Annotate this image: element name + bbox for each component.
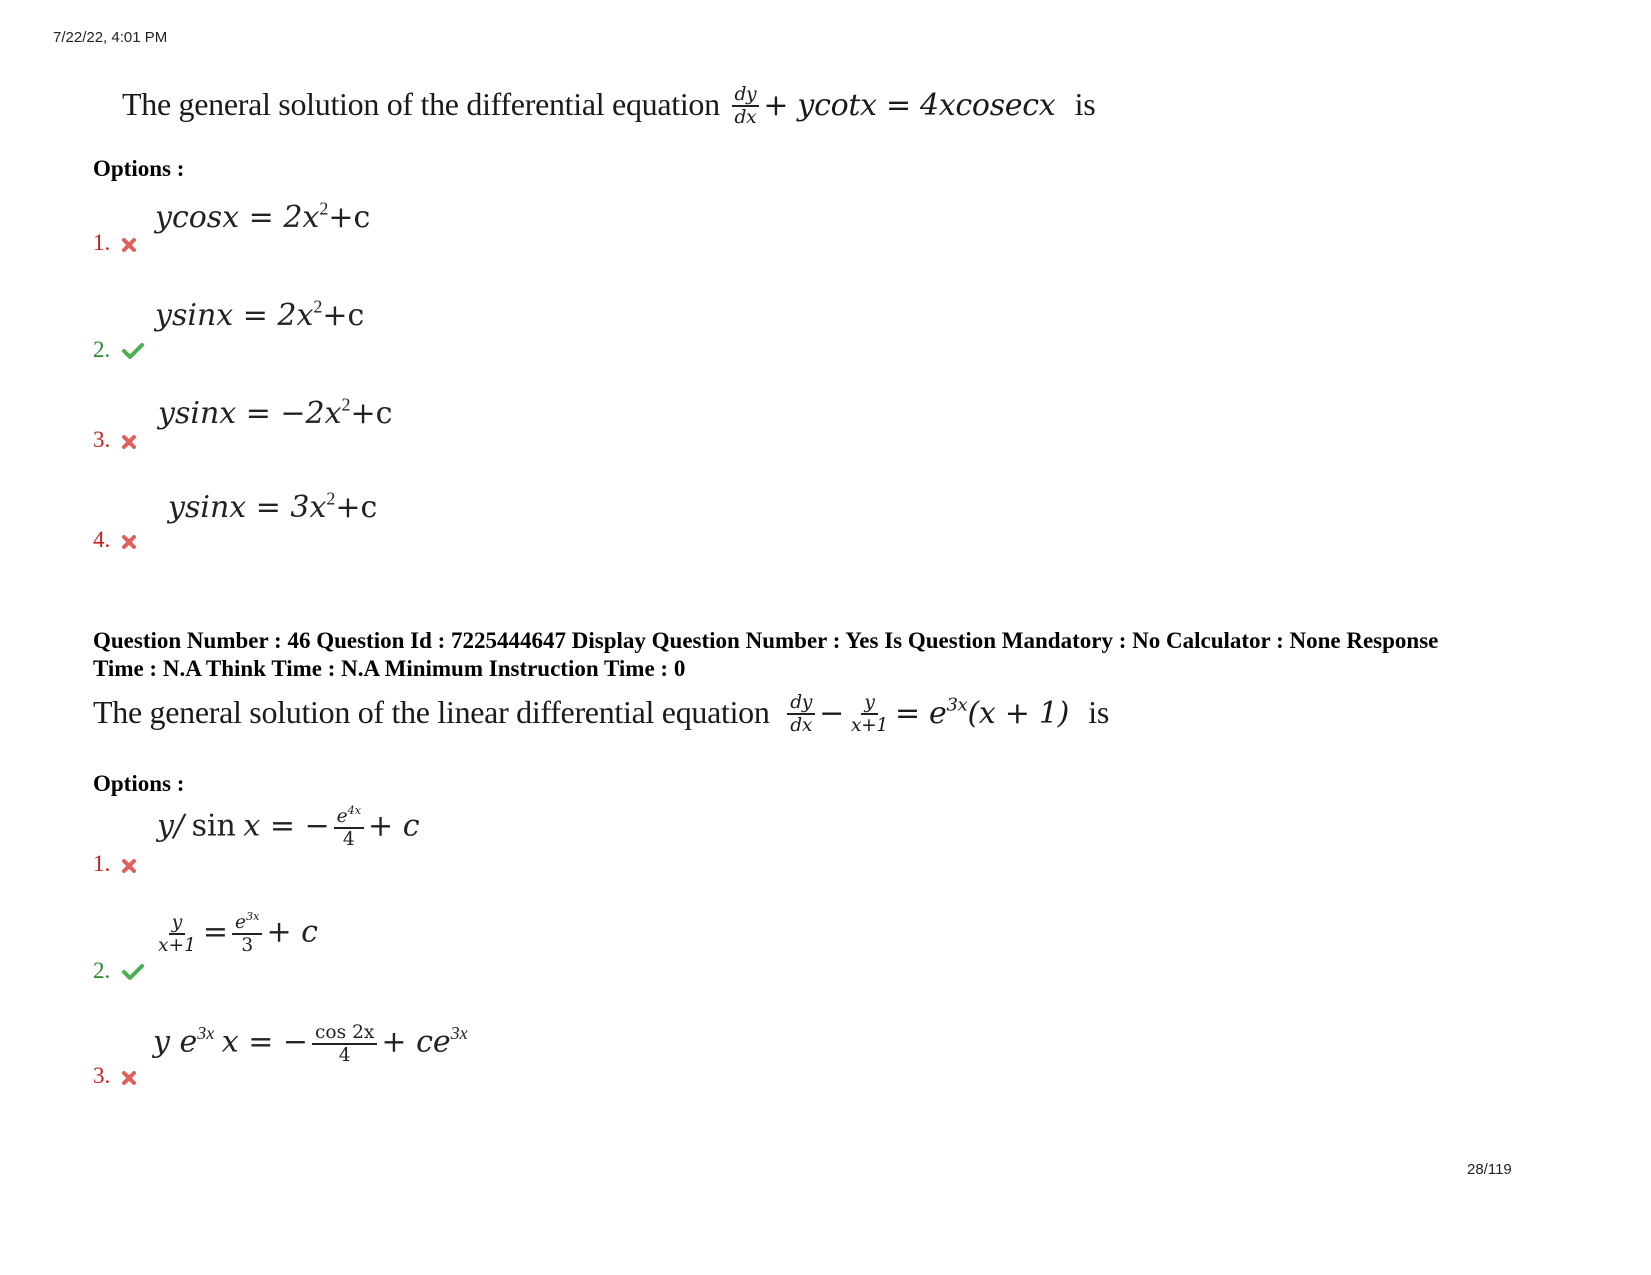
option-1-lhs: ycosx = 2x	[155, 200, 320, 235]
question-45-stem-text: The general solution of the differential equation	[122, 85, 720, 122]
option-1-part-b: sin	[191, 808, 236, 844]
cross-icon	[122, 232, 136, 258]
exponent: 4x	[347, 804, 362, 818]
question-45-stem	[122, 84, 1095, 130]
fraction-denominator: dx	[734, 107, 757, 129]
fraction-denominator: 3	[241, 935, 254, 957]
option-3-answer	[153, 1022, 468, 1068]
options-label: Options :	[93, 771, 185, 796]
cross-icon	[122, 1065, 136, 1091]
option-number	[93, 851, 136, 879]
option-1-answer	[157, 806, 420, 852]
fraction-denominator: x+1	[850, 715, 888, 737]
option-1-part-a: y/	[157, 808, 185, 844]
option-3-part-a: y e	[153, 1024, 198, 1060]
option-2-answer	[155, 298, 364, 333]
option-number	[93, 427, 136, 455]
option-3-number: 3.	[93, 427, 111, 452]
question-46-meta-line-2: Time : N.A Think Time : N.A Minimum Instruction Time : 0	[93, 656, 686, 681]
option-3-tail: +c	[350, 396, 393, 431]
fraction-denominator: 4	[338, 1045, 351, 1067]
option-2-exponent: 2	[313, 296, 323, 317]
fraction-numerator: e	[235, 912, 247, 933]
option-1-exponent: 2	[319, 198, 329, 219]
question-46-stem	[93, 692, 1109, 738]
option-1-answer	[155, 200, 370, 235]
question-46-meta-line-1: Question Number : 46 Question Id : 7225444647 Display Question Number : Yes Is Question Mandatory : No Calculator : None Response	[93, 628, 1439, 653]
fraction-numerator: cos 2x	[312, 1022, 377, 1045]
option-3-number: 3.	[93, 1063, 111, 1088]
equation-rest: + ycotx = 4xcosecx	[763, 87, 1056, 123]
question-46-equation	[783, 692, 1078, 737]
fraction-numerator: dy	[787, 692, 815, 715]
fraction-numerator: dy	[732, 84, 760, 107]
option-2-answer	[151, 912, 318, 958]
fraction-numerator: y	[169, 912, 186, 935]
cross-icon	[122, 853, 136, 879]
option-2-number: 2.	[93, 337, 111, 362]
exponent: 3x	[246, 910, 260, 924]
check-icon	[122, 339, 144, 365]
option-4-exponent: 2	[326, 488, 336, 509]
option-1-tail: +c	[328, 200, 371, 235]
option-2-tail: + c	[266, 914, 318, 950]
question-46-meta	[93, 627, 1593, 683]
question-46-stem-text: The general solution of the linear differential equation	[93, 693, 770, 730]
option-2-lhs: ysinx = 2x	[155, 298, 314, 333]
option-number	[93, 1063, 136, 1091]
cross-icon	[122, 429, 136, 455]
option-3-part-b: x = −	[221, 1024, 309, 1060]
equals-sign: =	[202, 914, 229, 950]
option-1-number: 1.	[93, 230, 111, 255]
option-3-lhs: ysinx = −2x	[158, 396, 342, 431]
option-2-number: 2.	[93, 958, 111, 983]
options-label: Options :	[93, 156, 185, 181]
cross-icon	[122, 529, 136, 555]
option-number	[93, 527, 136, 555]
option-number	[93, 958, 144, 986]
check-icon	[122, 960, 144, 986]
option-4-tail: +c	[335, 490, 378, 525]
equals-e: = e	[894, 695, 947, 731]
option-number	[93, 337, 144, 365]
option-3-tail: + ce	[381, 1024, 451, 1060]
option-number	[93, 230, 136, 258]
option-2-tail: +c	[322, 298, 365, 333]
question-45-equation	[728, 84, 1065, 129]
print-timestamp: 7/22/22, 4:01 PM	[53, 29, 168, 46]
fraction-denominator: x+1	[158, 935, 196, 957]
equation-rest: (x + 1)	[967, 695, 1070, 731]
fraction-denominator: dx	[790, 715, 813, 737]
option-1-tail: + c	[368, 808, 420, 844]
option-4-number: 4.	[93, 527, 111, 552]
exponent: 3x	[450, 1023, 468, 1044]
question-46-stem-tail: is	[1088, 693, 1110, 730]
question-45-stem-tail: is	[1074, 85, 1096, 122]
exponent: 3x	[946, 694, 968, 716]
fraction-denominator: 4	[342, 829, 355, 851]
fraction-numerator: y	[861, 692, 877, 715]
option-3-exponent: 2	[341, 394, 351, 415]
minus-sign: −	[819, 695, 844, 731]
option-1-part-c: x = −	[243, 808, 330, 844]
option-4-lhs: ysinx = 3x	[168, 490, 327, 525]
option-1-number: 1.	[93, 851, 111, 876]
fraction-numerator: e	[336, 806, 348, 827]
option-4-answer	[168, 490, 377, 525]
page-number: 28/119	[1467, 1161, 1512, 1178]
option-3-answer	[158, 396, 392, 431]
exponent: 3x	[197, 1023, 215, 1044]
